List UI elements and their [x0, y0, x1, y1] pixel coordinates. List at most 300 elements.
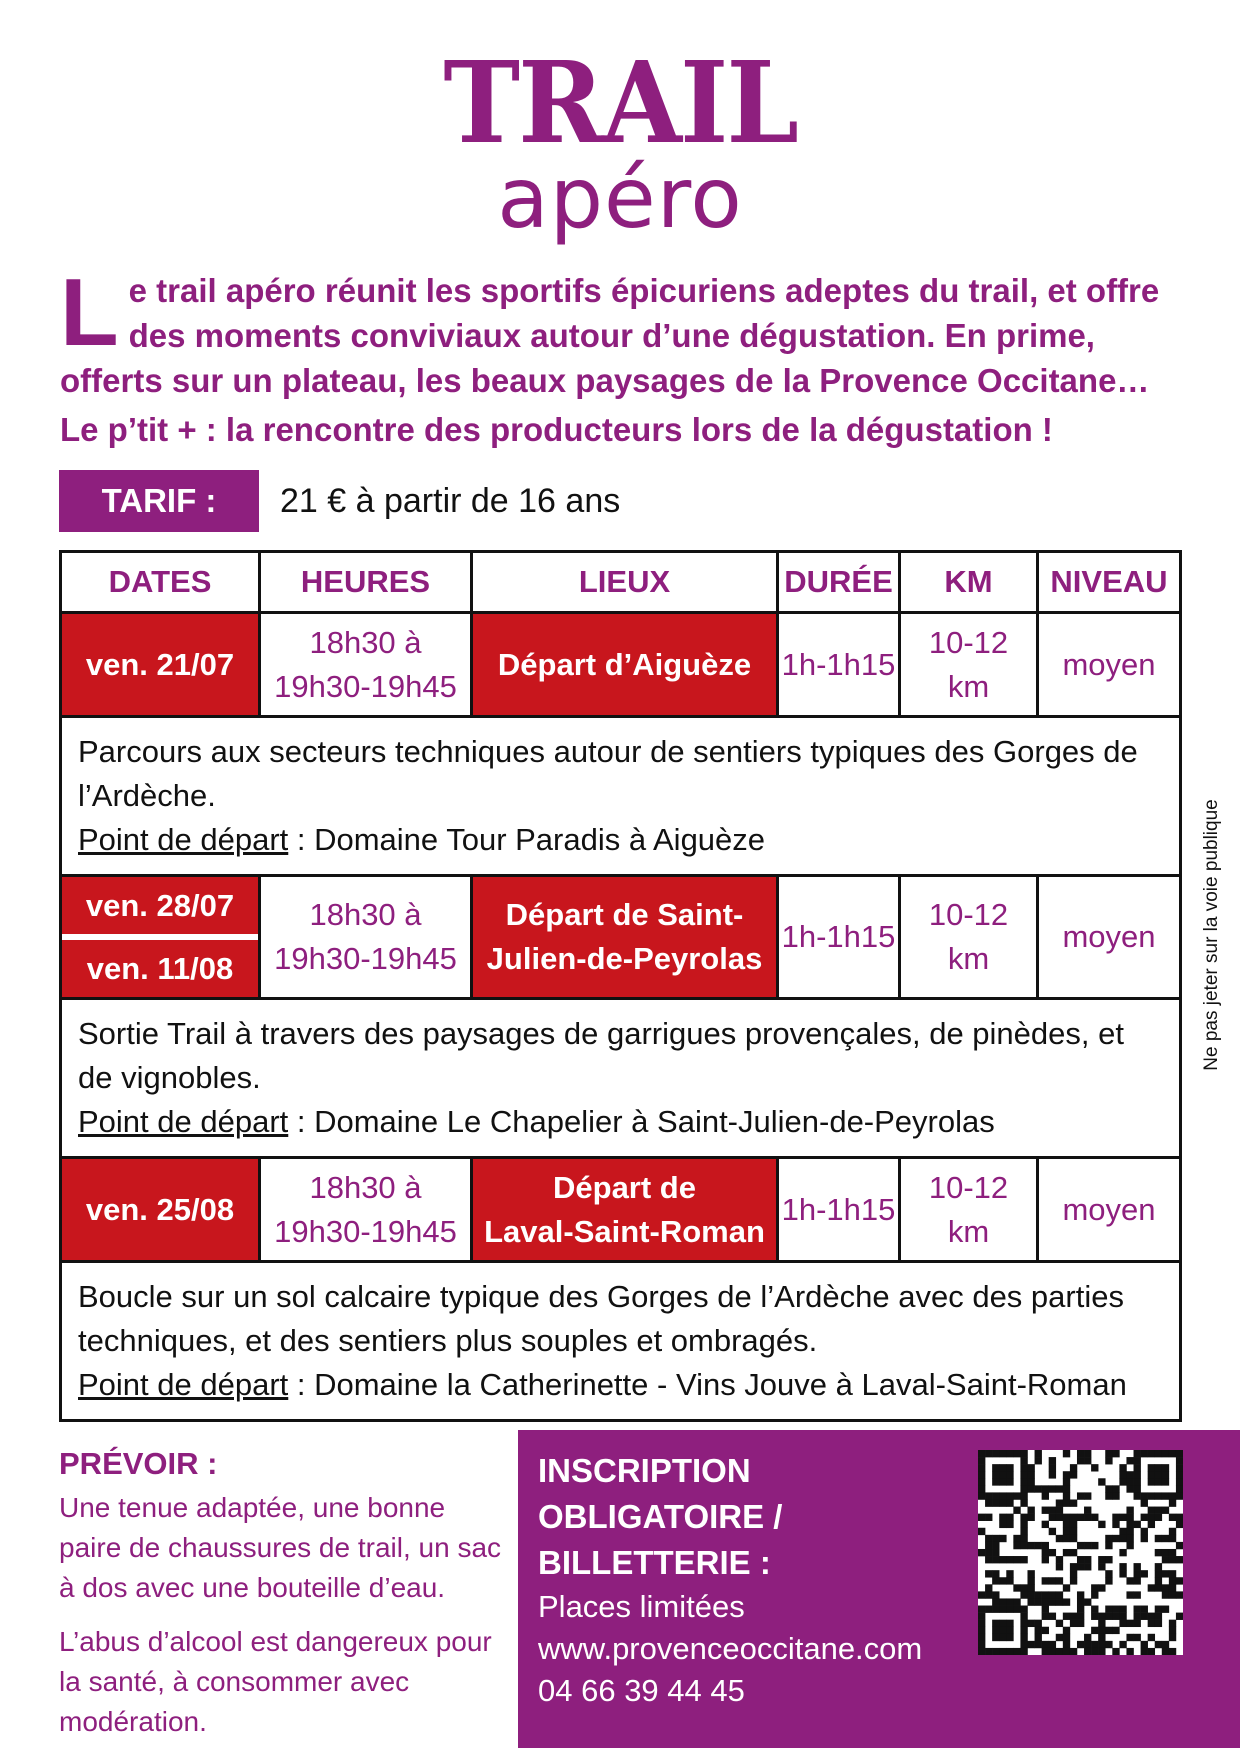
- qr-module: [1112, 1521, 1119, 1528]
- qr-module: [1006, 1464, 1013, 1471]
- qr-module: [1084, 1598, 1091, 1605]
- qr-module: [1042, 1521, 1049, 1528]
- event-date: ven. 11/08: [62, 940, 258, 997]
- qr-module: [1049, 1648, 1056, 1655]
- header-places: LIEUX: [472, 552, 778, 613]
- qr-module: [1049, 1464, 1056, 1471]
- qr-module: [1020, 1485, 1027, 1492]
- qr-module: [992, 1542, 999, 1549]
- qr-module: [1020, 1641, 1027, 1648]
- qr-module: [985, 1450, 992, 1457]
- qr-module: [1134, 1450, 1141, 1457]
- qr-module: [985, 1584, 992, 1591]
- qr-module: [1126, 1577, 1133, 1584]
- qr-module: [1056, 1563, 1063, 1570]
- qr-module: [1169, 1556, 1176, 1563]
- qr-module: [1049, 1577, 1056, 1584]
- qr-module: [1049, 1485, 1056, 1492]
- event-duration: 1h-1h15: [778, 876, 900, 999]
- qr-module: [1070, 1648, 1077, 1655]
- qr-module: [1126, 1457, 1133, 1464]
- qr-module: [1119, 1528, 1126, 1535]
- qr-module: [1091, 1514, 1098, 1521]
- qr-module: [1126, 1591, 1133, 1598]
- qr-module: [1049, 1507, 1056, 1514]
- qr-module: [1027, 1620, 1034, 1627]
- qr-module: [1155, 1584, 1162, 1591]
- qr-module: [1006, 1606, 1013, 1613]
- qr-module: [1169, 1514, 1176, 1521]
- qr-module: [1091, 1591, 1098, 1598]
- qr-module: [1020, 1613, 1027, 1620]
- inscription-website[interactable]: www.provenceoccitane.com: [538, 1631, 923, 1666]
- qr-module: [1077, 1620, 1084, 1627]
- event-km-unit: km: [947, 941, 990, 976]
- event-desc-text: Boucle sur un sol calcaire typique des Gorges de l’Ardèche avec des parties techniques, et des sentiers plus souples et ombragés.: [78, 1279, 1124, 1358]
- qr-module: [1105, 1570, 1112, 1577]
- qr-module: [1063, 1613, 1070, 1620]
- qr-module: [1070, 1577, 1077, 1584]
- qr-module: [1006, 1620, 1013, 1627]
- qr-module: [978, 1641, 985, 1648]
- qr-module: [1084, 1492, 1091, 1499]
- qr-module: [1098, 1563, 1105, 1570]
- event-duration: 1h-1h15: [778, 1158, 900, 1262]
- qr-module: [1077, 1450, 1084, 1457]
- qr-module: [1098, 1641, 1105, 1648]
- qr-module: [1013, 1598, 1020, 1605]
- qr-module: [1077, 1591, 1084, 1598]
- qr-module: [1112, 1514, 1119, 1521]
- event-km-value: 10-12: [928, 897, 1009, 932]
- qr-module: [1098, 1556, 1105, 1563]
- qr-module: [1084, 1648, 1091, 1655]
- qr-module: [1119, 1563, 1126, 1570]
- qr-module: [1020, 1648, 1027, 1655]
- qr-module: [1162, 1606, 1169, 1613]
- qr-module: [978, 1457, 985, 1464]
- qr-module: [1098, 1620, 1105, 1627]
- qr-module: [1013, 1542, 1020, 1549]
- qr-module: [999, 1471, 1006, 1478]
- event-date: ven. 25/08: [61, 1158, 260, 1262]
- qr-module: [1070, 1563, 1077, 1570]
- qr-module: [1056, 1634, 1063, 1641]
- event-level: moyen: [1038, 1158, 1181, 1262]
- inscription-panel: [518, 1430, 1240, 1748]
- qr-module: [1020, 1542, 1027, 1549]
- event-level: moyen: [1038, 876, 1181, 999]
- header-dates: DATES: [61, 552, 260, 613]
- qr-module: [999, 1464, 1006, 1471]
- qr-module: [1027, 1542, 1034, 1549]
- qr-module: [1176, 1577, 1183, 1584]
- qr-module: [1013, 1535, 1020, 1542]
- qr-module: [992, 1478, 999, 1485]
- event-km-value: 10-12: [928, 1169, 1009, 1205]
- qr-module: [1141, 1528, 1148, 1535]
- qr-module: [1176, 1464, 1183, 1471]
- qr-module: [1006, 1556, 1013, 1563]
- qr-module: [1027, 1584, 1034, 1591]
- qr-module: [1148, 1620, 1155, 1627]
- event-level: moyen: [1038, 613, 1181, 717]
- qr-module: [999, 1598, 1006, 1605]
- event-place-line: Laval-Saint-Roman: [484, 1213, 765, 1249]
- qr-module: [1126, 1542, 1133, 1549]
- qr-module: [985, 1499, 992, 1506]
- qr-module: [1119, 1464, 1126, 1471]
- qr-module: [1141, 1499, 1148, 1506]
- qr-module: [1105, 1556, 1112, 1563]
- qr-module: [1035, 1620, 1042, 1627]
- qr-module: [1070, 1549, 1077, 1556]
- qr-module: [1027, 1598, 1034, 1605]
- qr-module: [1056, 1620, 1063, 1627]
- qr-module: [1063, 1627, 1070, 1634]
- qr-module: [1098, 1584, 1105, 1591]
- table-row: [61, 1158, 1181, 1262]
- qr-code-icon[interactable]: [978, 1450, 1183, 1655]
- qr-module: [1063, 1648, 1070, 1655]
- qr-module: [1169, 1499, 1176, 1506]
- qr-module: [1070, 1514, 1077, 1521]
- qr-module: [999, 1556, 1006, 1563]
- qr-module: [999, 1535, 1006, 1542]
- qr-module: [1006, 1514, 1013, 1521]
- qr-module: [1141, 1641, 1148, 1648]
- qr-module: [1126, 1528, 1133, 1535]
- qr-module: [1063, 1499, 1070, 1506]
- event-description: [61, 1262, 1181, 1421]
- qr-module: [1134, 1570, 1141, 1577]
- qr-module: [1042, 1556, 1049, 1563]
- qr-module: [992, 1570, 999, 1577]
- qr-module: [1134, 1492, 1141, 1499]
- qr-module: [1006, 1492, 1013, 1499]
- event-km: [900, 1158, 1038, 1262]
- event-start-value: : Domaine Tour Paradis à Aiguèze: [288, 822, 766, 857]
- qr-module: [992, 1535, 999, 1542]
- qr-module: [1006, 1471, 1013, 1478]
- inscription-text: [538, 1448, 978, 1712]
- qr-module: [1077, 1563, 1084, 1570]
- qr-module: [1020, 1499, 1027, 1506]
- qr-module: [1020, 1528, 1027, 1535]
- qr-module: [1006, 1478, 1013, 1485]
- inscription-phone[interactable]: 04 66 39 44 45: [538, 1673, 745, 1708]
- qr-module: [1176, 1450, 1183, 1457]
- qr-module: [1077, 1492, 1084, 1499]
- qr-module: [1119, 1471, 1126, 1478]
- qr-module: [1155, 1577, 1162, 1584]
- qr-module: [1063, 1450, 1070, 1457]
- table-row: [61, 613, 1181, 717]
- qr-module: [1020, 1634, 1027, 1641]
- qr-module: [1141, 1535, 1148, 1542]
- qr-module: [1091, 1648, 1098, 1655]
- qr-module: [1155, 1535, 1162, 1542]
- qr-module: [1077, 1457, 1084, 1464]
- qr-module: [1049, 1549, 1056, 1556]
- qr-module: [978, 1471, 985, 1478]
- qr-module: [999, 1648, 1006, 1655]
- qr-module: [1176, 1521, 1183, 1528]
- event-date: ven. 28/07: [62, 877, 258, 934]
- qr-module: [992, 1577, 999, 1584]
- qr-module: [999, 1521, 1006, 1528]
- qr-module: [1134, 1606, 1141, 1613]
- qr-module: [1148, 1478, 1155, 1485]
- qr-module: [1126, 1485, 1133, 1492]
- qr-module: [1077, 1598, 1084, 1605]
- qr-module: [1049, 1457, 1056, 1464]
- qr-module: [1098, 1648, 1105, 1655]
- qr-module: [1176, 1613, 1183, 1620]
- event-km: [900, 613, 1038, 717]
- event-km-value: 10-12: [928, 624, 1009, 660]
- qr-module: [1119, 1549, 1126, 1556]
- qr-module: [1169, 1528, 1176, 1535]
- qr-module: [985, 1514, 992, 1521]
- intro-text: e trail apéro réunit les sportifs épicuriens adeptes du trail, et offre des moments conviviaux autour d’une dégustation. En prime, offerts sur un plateau, les beaux paysages de la Provence Occitane…: [60, 272, 1160, 399]
- qr-module: [1105, 1613, 1112, 1620]
- qr-module: [1006, 1648, 1013, 1655]
- qr-module: [1013, 1507, 1020, 1514]
- qr-module: [1056, 1598, 1063, 1605]
- qr-module: [1091, 1584, 1098, 1591]
- qr-module: [1148, 1521, 1155, 1528]
- qr-module: [1020, 1478, 1027, 1485]
- qr-module: [999, 1450, 1006, 1457]
- qr-module: [1162, 1478, 1169, 1485]
- qr-module: [1049, 1613, 1056, 1620]
- qr-module: [1148, 1584, 1155, 1591]
- qr-module: [1006, 1627, 1013, 1634]
- table-row-description: [61, 1262, 1181, 1421]
- qr-module: [1162, 1591, 1169, 1598]
- qr-module: [1126, 1507, 1133, 1514]
- qr-module: [992, 1450, 999, 1457]
- qr-module: [1013, 1492, 1020, 1499]
- event-place: [472, 613, 778, 717]
- qr-module: [1027, 1478, 1034, 1485]
- event-hours-start: 18h30 à: [309, 1169, 422, 1205]
- qr-module: [1155, 1514, 1162, 1521]
- qr-module: [1084, 1514, 1091, 1521]
- qr-module: [1070, 1535, 1077, 1542]
- qr-module: [1042, 1485, 1049, 1492]
- prevoir-text: Une tenue adaptée, une bonne paire de chaussures de trail, un sac à dos avec une bouteille d’eau.: [59, 1492, 502, 1603]
- qr-module: [1169, 1627, 1176, 1634]
- qr-module: [992, 1556, 999, 1563]
- qr-module: [1155, 1620, 1162, 1627]
- qr-module: [1119, 1613, 1126, 1620]
- qr-module: [999, 1577, 1006, 1584]
- qr-module: [978, 1591, 985, 1598]
- qr-module: [1027, 1514, 1034, 1521]
- qr-module: [1020, 1514, 1027, 1521]
- qr-code-graphic: [978, 1450, 1183, 1655]
- qr-module: [1084, 1542, 1091, 1549]
- qr-module: [1035, 1627, 1042, 1634]
- qr-module: [978, 1549, 985, 1556]
- qr-module: [1063, 1492, 1070, 1499]
- qr-module: [1126, 1471, 1133, 1478]
- qr-module: [1063, 1478, 1070, 1485]
- qr-module: [1020, 1450, 1027, 1457]
- qr-module: [1112, 1535, 1119, 1542]
- qr-module: [1027, 1464, 1034, 1471]
- qr-module: [1126, 1648, 1133, 1655]
- qr-module: [1105, 1577, 1112, 1584]
- qr-module: [1042, 1648, 1049, 1655]
- qr-module: [1020, 1606, 1027, 1613]
- qr-module: [1013, 1450, 1020, 1457]
- qr-module: [992, 1471, 999, 1478]
- qr-module: [1020, 1535, 1027, 1542]
- qr-module: [999, 1627, 1006, 1634]
- qr-module: [1119, 1641, 1126, 1648]
- qr-module: [1027, 1485, 1034, 1492]
- event-start-label: Point de départ: [78, 1367, 289, 1402]
- qr-module: [992, 1620, 999, 1627]
- event-hours: [260, 876, 472, 999]
- qr-module: [1155, 1507, 1162, 1514]
- qr-module: [1020, 1584, 1027, 1591]
- event-place-line: Départ d’Aiguèze: [497, 646, 752, 682]
- qr-module: [1141, 1606, 1148, 1613]
- qr-module: [1169, 1549, 1176, 1556]
- qr-module: [1063, 1535, 1070, 1542]
- qr-module: [1162, 1450, 1169, 1457]
- qr-module: [992, 1634, 999, 1641]
- qr-module: [1091, 1613, 1098, 1620]
- qr-module: [985, 1648, 992, 1655]
- qr-module: [1119, 1514, 1126, 1521]
- qr-module: [1098, 1613, 1105, 1620]
- qr-module: [1091, 1542, 1098, 1549]
- qr-module: [999, 1606, 1006, 1613]
- qr-module: [1084, 1507, 1091, 1514]
- event-start-value: : Domaine la Catherinette - Vins Jouve à Laval-Saint-Roman: [288, 1367, 1127, 1402]
- qr-module: [1049, 1514, 1056, 1521]
- qr-module: [1134, 1634, 1141, 1641]
- qr-module: [1077, 1606, 1084, 1613]
- qr-module: [978, 1634, 985, 1641]
- qr-module: [1176, 1471, 1183, 1478]
- qr-module: [1112, 1492, 1119, 1499]
- qr-module: [1119, 1620, 1126, 1627]
- qr-module: [1105, 1457, 1112, 1464]
- qr-module: [1105, 1485, 1112, 1492]
- qr-module: [1112, 1606, 1119, 1613]
- qr-module: [1162, 1507, 1169, 1514]
- qr-module: [978, 1485, 985, 1492]
- qr-module: [1169, 1450, 1176, 1457]
- qr-module: [1105, 1535, 1112, 1542]
- qr-module: [1056, 1648, 1063, 1655]
- event-place-line: Départ de: [553, 1169, 696, 1205]
- event-start-label: Point de départ: [78, 1104, 289, 1139]
- qr-module: [992, 1549, 999, 1556]
- qr-module: [1035, 1598, 1042, 1605]
- qr-module: [999, 1478, 1006, 1485]
- qr-module: [978, 1492, 985, 1499]
- qr-module: [1020, 1627, 1027, 1634]
- qr-module: [1169, 1620, 1176, 1627]
- qr-module: [1162, 1464, 1169, 1471]
- qr-module: [1063, 1514, 1070, 1521]
- qr-module: [1155, 1450, 1162, 1457]
- qr-module: [1134, 1478, 1141, 1485]
- prevoir-section: [59, 1444, 509, 1742]
- qr-module: [1020, 1471, 1027, 1478]
- qr-module: [1006, 1521, 1013, 1528]
- qr-module: [1134, 1471, 1141, 1478]
- qr-module: [1063, 1641, 1070, 1648]
- qr-module: [978, 1528, 985, 1535]
- qr-module: [1049, 1528, 1056, 1535]
- qr-module: [1162, 1535, 1169, 1542]
- qr-module: [1013, 1584, 1020, 1591]
- event-hours-start: 18h30 à: [309, 897, 422, 932]
- qr-module: [978, 1514, 985, 1521]
- qr-module: [1006, 1499, 1013, 1506]
- header-duration: DURÉE: [778, 552, 900, 613]
- qr-module: [1126, 1514, 1133, 1521]
- qr-module: [1141, 1613, 1148, 1620]
- qr-module: [992, 1464, 999, 1471]
- qr-module: [1155, 1464, 1162, 1471]
- qr-module: [1042, 1606, 1049, 1613]
- qr-module: [1105, 1641, 1112, 1648]
- qr-module: [1077, 1542, 1084, 1549]
- logo-apero: apéro: [497, 149, 743, 247]
- qr-module: [1169, 1570, 1176, 1577]
- qr-module: [1169, 1535, 1176, 1542]
- qr-module: [1070, 1499, 1077, 1506]
- qr-module: [1119, 1606, 1126, 1613]
- qr-module: [992, 1648, 999, 1655]
- qr-module: [1155, 1570, 1162, 1577]
- qr-module: [1091, 1606, 1098, 1613]
- qr-module: [1035, 1634, 1042, 1641]
- qr-module: [1063, 1528, 1070, 1535]
- event-description: [61, 999, 1181, 1158]
- table-row-description: [61, 999, 1181, 1158]
- qr-module: [1006, 1570, 1013, 1577]
- qr-module: [1176, 1556, 1183, 1563]
- qr-module: [1148, 1648, 1155, 1655]
- event-description: [61, 717, 1181, 876]
- event-hours: [260, 613, 472, 717]
- qr-module: [978, 1478, 985, 1485]
- qr-module: [1006, 1450, 1013, 1457]
- qr-module: [1148, 1471, 1155, 1478]
- qr-module: [1042, 1549, 1049, 1556]
- qr-module: [1148, 1613, 1155, 1620]
- qr-module: [992, 1499, 999, 1506]
- inscription-title-line2: BILLETTERIE :: [538, 1544, 771, 1581]
- qr-module: [1169, 1584, 1176, 1591]
- qr-module: [1070, 1471, 1077, 1478]
- event-place: [472, 876, 778, 999]
- qr-module: [1141, 1514, 1148, 1521]
- event-km-unit: km: [947, 668, 990, 704]
- qr-module: [1155, 1478, 1162, 1485]
- qr-module: [1020, 1457, 1027, 1464]
